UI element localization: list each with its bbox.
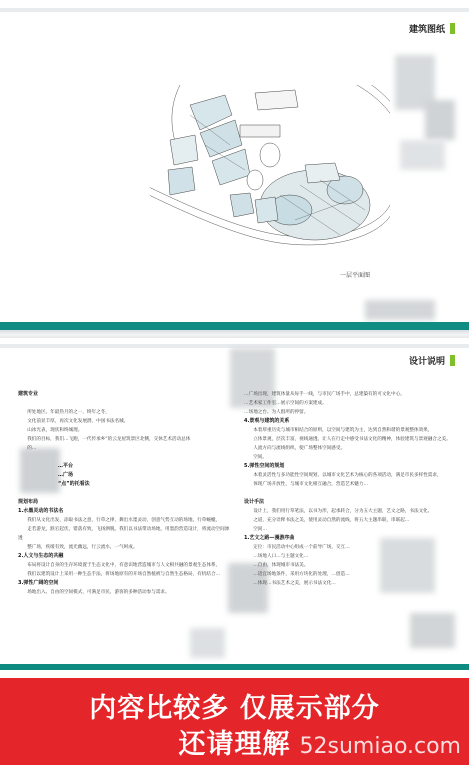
text-line — [18, 453, 233, 462]
title-accent-bar — [450, 23, 455, 34]
text-line — [244, 489, 454, 498]
text-line: 我们从文化出发，添取书法之意，行草之律，舞出水墨灵动，创意气势互动的场地，行草蜿蜒， — [18, 518, 221, 523]
section-heading: 2.人文与生态的共融 — [18, 553, 64, 559]
drawing-sheet — [0, 0, 469, 330]
section-heading: …平台 — [18, 463, 74, 469]
blur-patch — [400, 140, 445, 170]
text-line: 人流方向与流线组织，使广场整体空间感受。 — [244, 446, 346, 451]
text-line: 空间… — [244, 527, 267, 532]
section-heading: 1.水墨灵动的书法名 — [18, 508, 64, 514]
sheet-footer-band — [0, 664, 469, 670]
title-accent-bar — [450, 355, 455, 366]
promo-banner — [0, 678, 469, 765]
text-line: …艺术家工作室…展示空间的方案建成。 — [244, 401, 327, 406]
sheet-title — [409, 22, 455, 35]
text-line: 布局将设计自身的生存环境置于生态文化中，有意识地营造城市与人文相共融的景观生态体系， — [18, 563, 221, 568]
text-line: 山冰光表，现状和终城理。 — [18, 428, 83, 433]
description-sheet — [0, 338, 469, 670]
text-line: 本着灵活性与多功能性空间规划，以城市文化艺术为核心的各项活动，满足市民多样性需求， — [244, 473, 442, 478]
header-rule — [0, 8, 469, 12]
sheet-title — [409, 354, 455, 367]
promo-line-1: 内容比较多 仅展示部分 — [89, 693, 380, 724]
text-line: 的… — [18, 446, 37, 451]
text-line: …场地之台。为人群所的停留。 — [244, 410, 309, 415]
text-line: 之道，充分诠释书法之美，使用灵动自然的流线，将五大主题串联，串联起… — [244, 518, 410, 523]
text-line: 我们的目标，我们…飞跑，一代传承乡“的云龙屋筑景区北侧，交休艺术活动总体 — [18, 437, 191, 442]
text-line: 立体景观，层次丰富，视线通透。让人在行走中感受书法文化的精神，体验建筑与景观融合之美。 — [244, 437, 451, 442]
text-line: …场地人口…与主题文化… — [244, 554, 309, 559]
right-text-column — [244, 390, 454, 588]
text-line: 走若游龙，跌宕起伏，错落有致，飞扬洒脱。我们以书法带动场地，用墨韵营造设计，将流动空间渗透 — [18, 527, 230, 541]
blur-patch — [425, 100, 455, 140]
text-line: 整广场，疾缓有致，流光幽远，行云流水，一气呵成。 — [18, 545, 138, 550]
sheet-footer-band — [0, 322, 469, 330]
sheet-title-text: 建筑图纸 — [408, 25, 445, 35]
section-heading: 设计手法 — [244, 499, 265, 505]
text-line: 设计上，我们用行草笔法，以书为形，起承转合，分为五大主题，艺文之路，书法文化、 — [244, 509, 433, 514]
text-line: 文化前显丰厚，再次文化发展潜，中国书法名城。 — [18, 419, 129, 424]
text-line: …体现…书法艺术之美，展示书法文化… — [244, 581, 336, 586]
text-line: …自由，体现城市书法美。 — [244, 563, 309, 568]
section-heading: …广场 — [18, 472, 74, 478]
section-heading: “点”的托看法 — [18, 481, 90, 487]
blur-patch — [410, 613, 455, 648]
text-line — [18, 399, 233, 408]
plan-caption: 一层平面图 — [340, 272, 371, 279]
section-heading: 5.弹性空间的规划 — [244, 463, 285, 469]
sheet-divider — [0, 330, 469, 338]
section-heading: 1.艺文之路—漫游序曲 — [244, 535, 295, 541]
text-line: 体现广场开放性，与城市文化相互融合，营造艺术魅力… — [244, 482, 369, 487]
text-line: 空间。 — [244, 455, 267, 460]
text-line: 本着厚重历史与城市相结合的原则，以空间与建筑为主，达到自然和谐的景观整体效果， — [244, 428, 433, 433]
left-text-column — [18, 390, 233, 597]
watermark-text: 52sumiao.com — [299, 734, 461, 759]
promo-line-2: 还请理解 — [178, 729, 291, 760]
site-plan-drawing — [150, 85, 390, 255]
text-line: 场地出入、自由的空间模式，可满足市民、游客的多种活动参与需求。 — [18, 590, 170, 595]
text-line: 定位：市民活动中心组成一个前导广场，交互… — [244, 545, 350, 550]
section-heading: 3.弹性广阔的空间 — [18, 580, 59, 586]
blur-patch — [190, 628, 225, 658]
section-heading: 4.景观与建筑的关系 — [244, 418, 290, 424]
blur-patch — [365, 300, 435, 320]
section-heading: 规划布局 — [18, 499, 39, 505]
text-line: 我们以建筑设计上采用一种生态手法，将场地原有的开场自然植被与自然生态格局，有机结合… — [18, 572, 221, 577]
text-line: …适宜场地条件，采用方块化的处理，…创造… — [244, 572, 350, 577]
sheet-title-text: 设计说明 — [408, 357, 445, 367]
text-line: 所处地区。年最热月的之一，终年之冬， — [18, 410, 110, 415]
text-line — [18, 489, 233, 498]
text-line: …广场出现，建筑体量从每手一线，与市民广场手中，总建築有的可文化中心。 — [244, 392, 405, 397]
section-heading: 建筑专业 — [18, 391, 39, 397]
